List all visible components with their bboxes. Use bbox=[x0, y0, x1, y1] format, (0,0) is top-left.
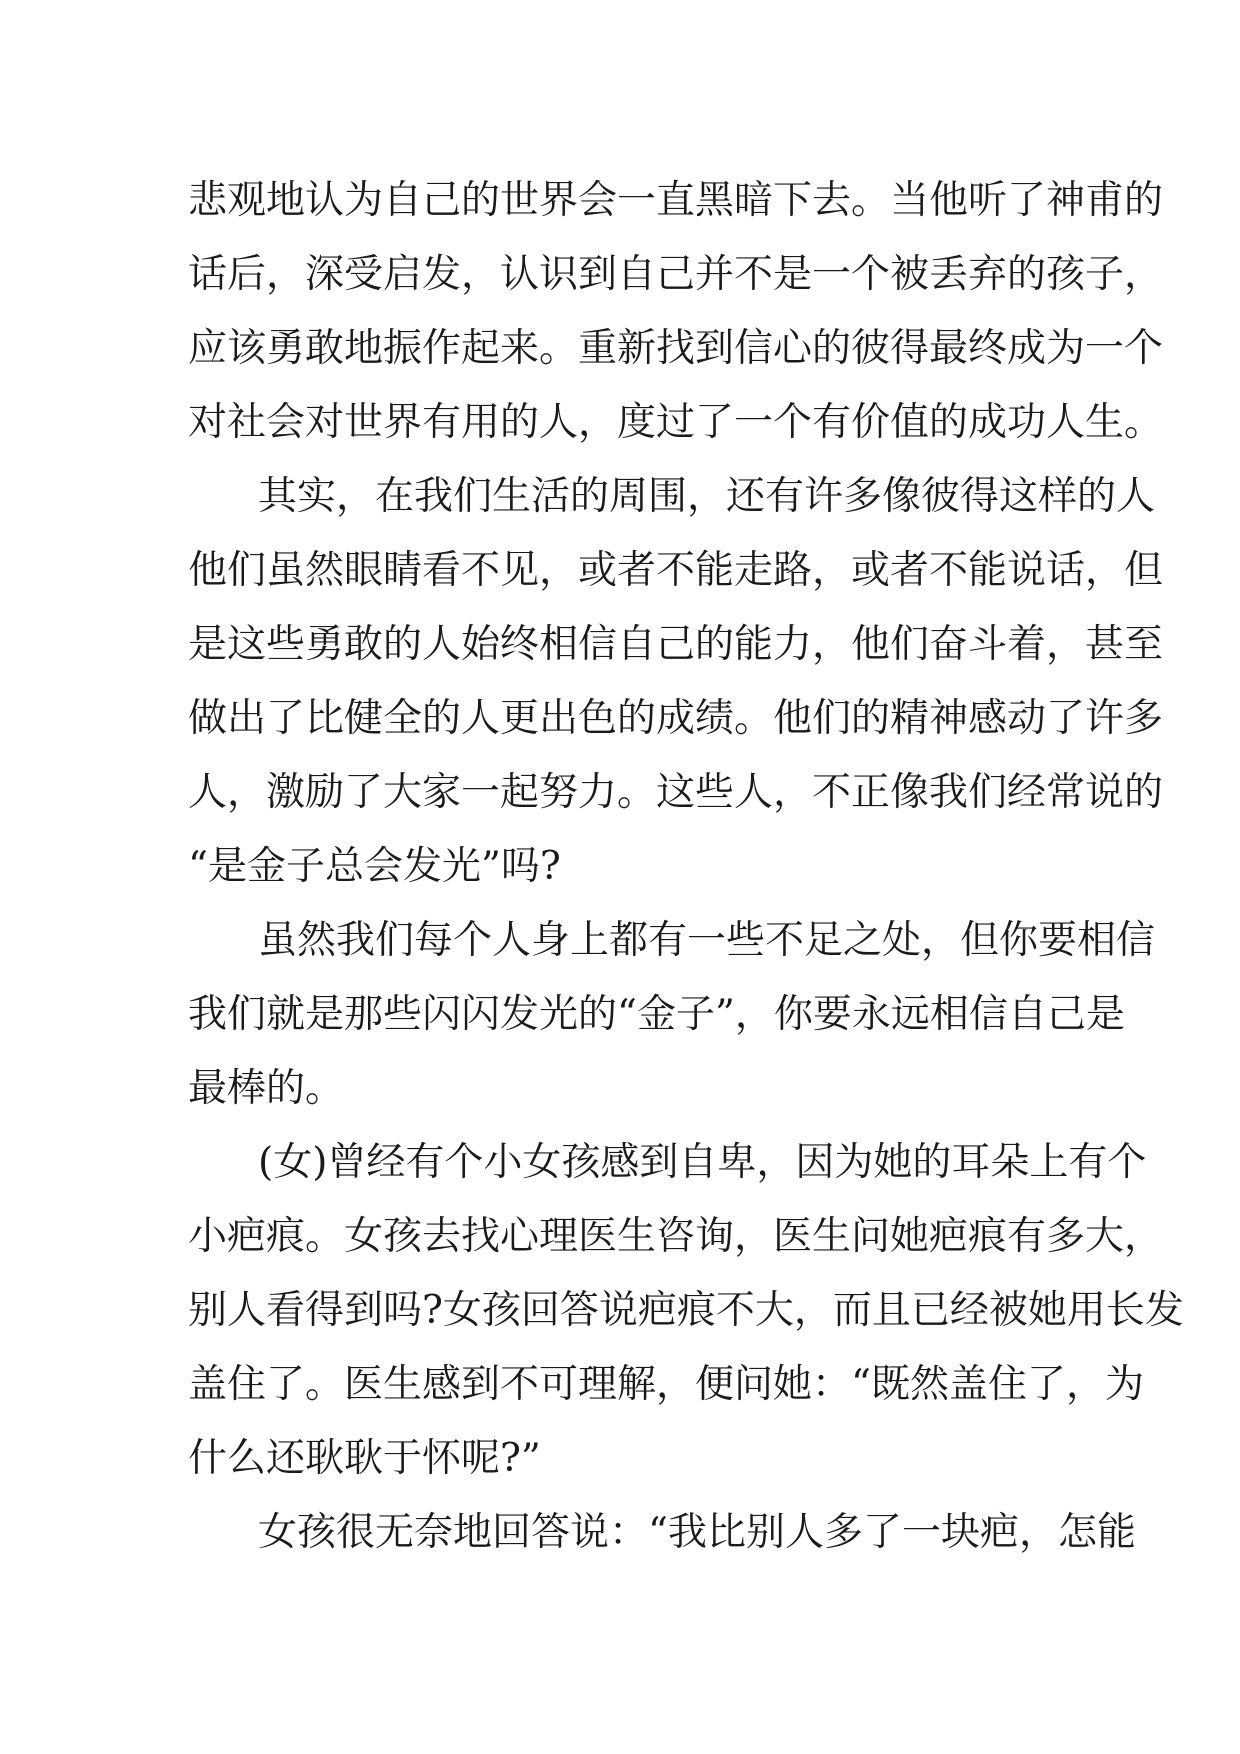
paragraph-2-line-6: “是金子总会发光”吗? bbox=[188, 844, 561, 889]
paragraph-4-line-4: 盖住了。医生感到不可理解，便问她：“既然盖住了，为 bbox=[188, 1362, 1144, 1407]
paragraph-1-line-2: 话后，深受启发，认识到自己并不是一个被丢弃的孩子， bbox=[188, 252, 1164, 297]
paragraph-3-line-2: 我们就是那些闪闪发光的“金子”，你要永远相信自己是 bbox=[188, 992, 1125, 1037]
paragraph-4-line-5: 什么还耿耿于怀呢?” bbox=[188, 1436, 541, 1481]
paragraph-1-line-3: 应该勇敢地振作起来。重新找到信心的彼得最终成为一个 bbox=[188, 326, 1164, 371]
paragraph-4-line-2: 小疤痕。女孩去找心理医生咨询，医生问她疤痕有多大， bbox=[188, 1214, 1164, 1259]
document-body bbox=[188, 164, 1184, 1570]
paragraph-1-line-1: 悲观地认为自己的世界会一直黑暗下去。当他听了神甫的 bbox=[188, 178, 1164, 223]
paragraph-2-line-1: 其实，在我们生活的周围，还有许多像彼得这样的人 bbox=[258, 474, 1156, 519]
paragraph-5-line-1: 女孩很无奈地回答说：“我比别人多了一块疤，怎能 bbox=[258, 1510, 1136, 1555]
paragraph-1-line-4: 对社会对世界有用的人，度过了一个有价值的成功人生。 bbox=[188, 400, 1164, 445]
paragraph-2-line-5: 人，激励了大家一起努力。这些人，不正像我们经常说的 bbox=[188, 770, 1164, 815]
paragraph-3-line-3: 最棒的。 bbox=[188, 1066, 345, 1111]
paragraph-2-line-2: 他们虽然眼睛看不见，或者不能走路，或者不能说话，但 bbox=[188, 548, 1164, 593]
paragraph-2-line-3: 是这些勇敢的人始终相信自己的能力，他们奋斗着，甚至 bbox=[188, 622, 1164, 667]
paragraph-4-line-3: 别人看得到吗?女孩回答说疤痕不大，而且已经被她用长发 bbox=[188, 1288, 1184, 1333]
paragraph-4-line-1: (女)曾经有个小女孩感到自卑，因为她的耳朵上有个 bbox=[258, 1140, 1147, 1185]
paragraph-2-line-4: 做出了比健全的人更出色的成绩。他们的精神感动了许多 bbox=[188, 696, 1164, 741]
paragraph-3-line-1: 虽然我们每个人身上都有一些不足之处，但你要相信 bbox=[258, 918, 1156, 963]
